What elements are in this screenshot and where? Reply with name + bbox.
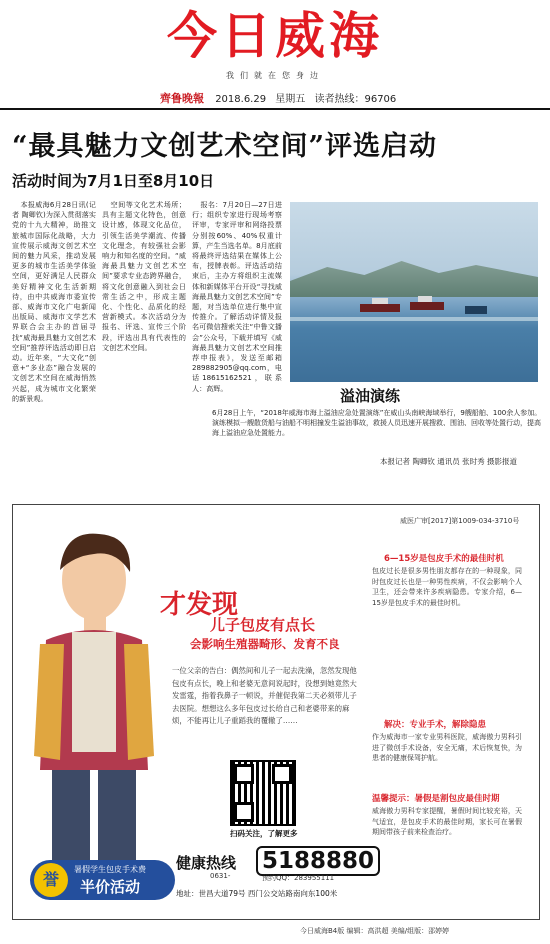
- photo-ship: [410, 302, 444, 310]
- article-paragraph: 报名：7月20日—27日进行；组织专家进行现场考察评审，专家评审和网络投票分别按60%、40%权重计算，产生当选名单。8月底前将最终评选结果在媒体上公布，授牌表彰。评选活动结束后，主办方将组织主流媒体和新媒体平台开设“寻找威海最具魅力文创艺术空间”专题，对当选单位进行集中宣传推介。了解活动详情及报名可微信搜索关注“中鲁文播会”公众号，下载并填写《威海最具魅力文创艺术空间推荐申报表》，发送至邮箱289882905@qq.com，电话18615162521，联系人：高辉。: [192, 200, 282, 393]
- oil-spill-drill-photo: [290, 202, 538, 382]
- ad-section-title: 6—15岁是包皮手术的最佳时机: [384, 554, 504, 564]
- masthead-info-line: [160, 90, 402, 106]
- hospital-logo-icon: 誉: [34, 863, 68, 897]
- masthead-slogan: 我们就在您身边: [226, 71, 324, 80]
- ad-main-title: 才发现: [160, 590, 239, 620]
- reader-hotline: 读者热线：96706: [314, 94, 397, 105]
- photo-caption-title: 溢油演练: [340, 387, 401, 405]
- photo-ship: [465, 306, 487, 314]
- ad-subtitle-2: 会影响生殖器畸形、发育不良: [190, 637, 340, 651]
- article-subheadline: 活动时间为7月1日至8月10日: [12, 172, 215, 190]
- page-footer: 今日威海B4版 编辑：高洪超 美编/组版：邵婷婷: [300, 927, 450, 935]
- article-headline: “最具魅力文创艺术空间”评选启动: [12, 131, 438, 162]
- article-paragraph: 空间等文化艺术场所；具有主题文化特色，创意设计感，体现文化品位，引领生活美学潮流、传播文化理念，有较强社会影响力和知名度的空间。“威海最具魅力文创艺术空间”要求专业态跨界融合，将文化创意融入到社会日常生活之中，形成主题化、个性化、品质化的经营新模式。本次活动分为报名、评选、宣传三个阶段，评选出具有代表性的文创艺术空间。: [102, 200, 186, 352]
- photo-credit: 本报记者 陶卿钦 通讯员 张时秀 摄影报道: [380, 457, 518, 466]
- ad-area-code: 0631-: [210, 872, 231, 880]
- article-column-2: [102, 200, 186, 496]
- article-column-1: [12, 200, 96, 496]
- ad-section-text: 威海傲力男科专家提醒，暑假时间比较充裕，天气适宜，是包皮手术的最佳时期，家长可在暑假期间带孩子前来检查治疗。: [372, 807, 522, 837]
- ad-subtitle: 儿子包皮有点长: [210, 616, 316, 634]
- ad-section-title: 温馨提示：暑假是割包皮最佳时期: [372, 794, 500, 804]
- ad-hotline-label: 健康热线: [176, 854, 237, 872]
- masthead-rule: [0, 108, 550, 110]
- article-paragraph: 本报威海6月28日讯(记者 陶卿钦)为深入贯彻落实党的十九大精神，助推文旅城市国际化战略，大力宣传展示威海文创艺术空间的魅力风采，推动发展更多的城市生活美学体验空间，更好满足人民群众美好精神文化生活新期待，由中共威海市委宣传部、威海市文化广电新闻出版局、威海市文学艺术界联合会主办的首届寻找“威海最具魅力文创艺术空间”推荐评选活动即日启动。近年来，“大文化”创意+“多业态”融合发展的文创艺术空间在威海悄然兴起，成为城市文化繁荣的新景观。: [12, 200, 96, 403]
- photo-ship-cabin: [418, 296, 432, 302]
- ad-appointment-qq: 预约QQ：283955111: [262, 874, 335, 882]
- article-column-3: [192, 200, 282, 405]
- ad-hotline-number: 5188880: [256, 846, 380, 876]
- ad-body-text: 一位父亲的告白：偶然间和儿子一起去洗澡，忽然发现他包皮有点长，晚上和老婆无意间说起时，没想到她竟然大发雷霆，指着我鼻子一顿说，并催促我第二天必须带儿子去医院。想想这么多年包皮过长给自己和老婆带来的麻烦，不能再让儿子重蹈我的覆辙了……: [172, 666, 357, 725]
- photo-hills: [290, 257, 538, 297]
- photo-oil-boom: [290, 317, 538, 321]
- qr-caption: 扫码关注，了解更多: [230, 829, 298, 838]
- qr-finder: [234, 802, 254, 822]
- photo-caption-text: 6月28日上午，“2018年威海市海上溢油应急处置演练”在威山头南峡海域举行，9艘船舶、100余人参加。演练模拟一艘散货船与油船不明相撞发生溢油事故，救援人员迅速开展搜救、围油、回收等处置行动，提高海上溢油应急处置能力。: [212, 409, 542, 437]
- photo-ship: [360, 304, 400, 312]
- issue-weekday: 星期五: [275, 94, 306, 105]
- ad-promo-small-text: 暑假学生包皮手术费: [74, 865, 146, 874]
- ad-section-text: 作为威海市一家专业男科医院，威海傲力男科引进了微创手术设备，安全无痛，术后恢复快，为患者的健康保驾护航。: [372, 733, 522, 763]
- ad-section-text: 包皮过长是很多男性朋友都存在的一种现象，同时包皮过长也是一种男性疾病，不仅会影响个人卫生，还会带来许多疾病隐患。专家介绍，6—15岁是包皮手术的最佳时机。: [372, 567, 522, 607]
- photo-ship-cabin: [372, 298, 388, 304]
- paper-name: 齊鲁晚報: [160, 92, 204, 105]
- ad-registration-number: 威医广审[2017]第1009-034-3710号: [400, 517, 520, 525]
- masthead-title: 今日威海: [167, 7, 383, 65]
- qr-code[interactable]: [230, 760, 296, 826]
- issue-date: 2018.6.29: [215, 94, 267, 105]
- ad-boy-illustration: [24, 520, 164, 860]
- ad-section-title: 解决：专业手术，解除隐患: [384, 720, 487, 730]
- ad-address: 地址：世昌大道79号 西门公交站路南向东100米: [176, 889, 338, 898]
- ad-promo-big-text: 半价活动: [80, 878, 141, 896]
